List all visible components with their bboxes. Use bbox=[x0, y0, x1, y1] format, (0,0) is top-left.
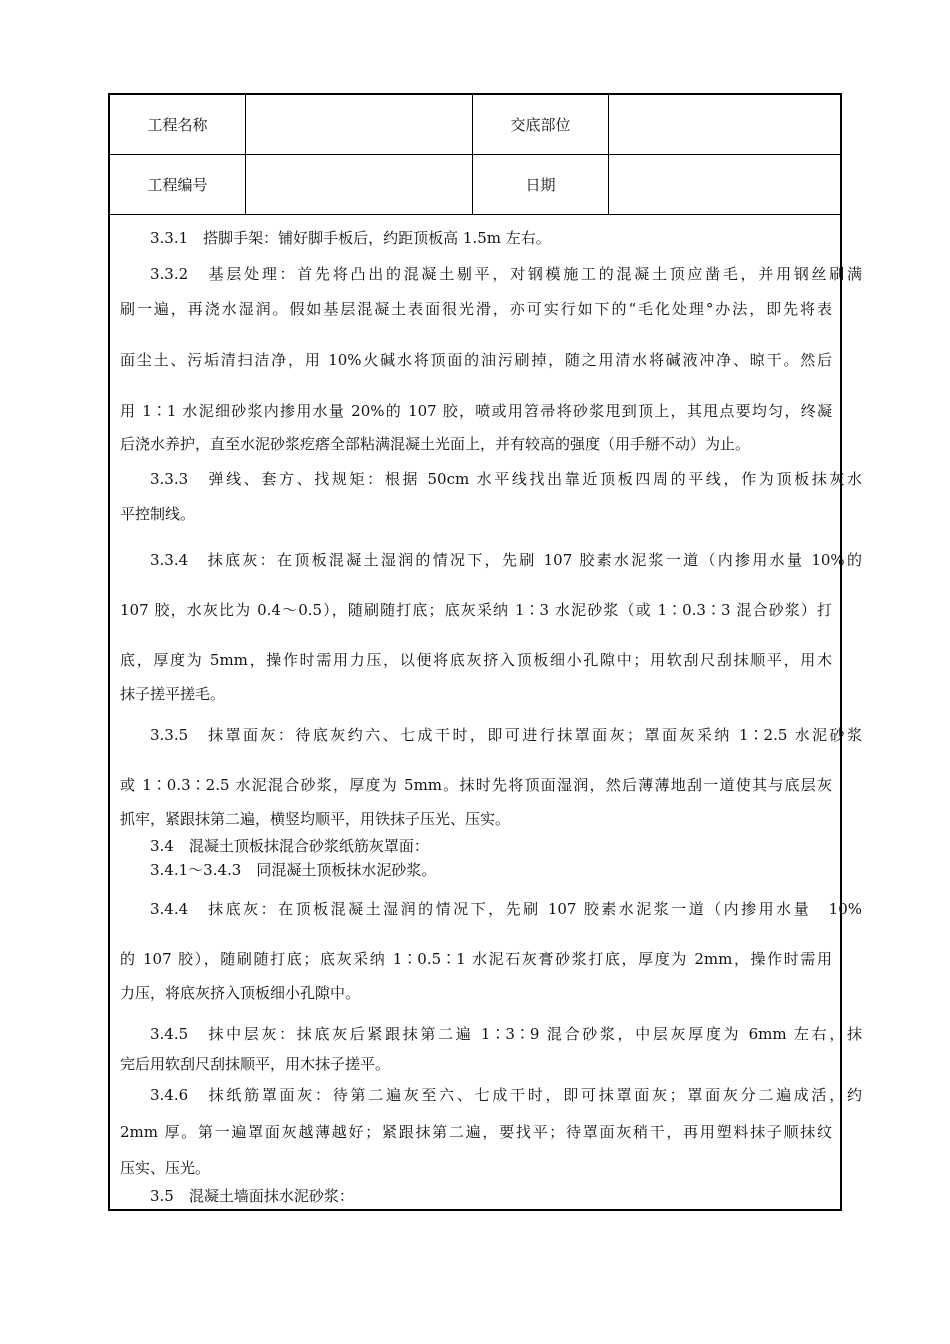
text-line: 2mm 厚。第一遍罩面灰越薄越好；紧跟抹第二遍，要找平；待罩面灰稍干，再用塑料抹子顺抹纹 bbox=[120, 1123, 832, 1141]
text-line: 抹子搓平搓毛。 bbox=[120, 685, 226, 703]
project-name-value[interactable] bbox=[246, 95, 473, 154]
text-line: 力压，将底灰挤入顶板细小孔隙中。 bbox=[120, 984, 361, 1002]
header-row-1 bbox=[110, 95, 840, 155]
text-line: 抓牢，紧跟抹第二遍，横竖均顺平，用铁抹子压光、压实。 bbox=[120, 810, 511, 828]
text-line: 面尘土、污垢清扫洁净，用 10%火碱水将顶面的油污刷掉，随之用清水将碱液冲净、晾干。然后 bbox=[120, 351, 832, 369]
text-line: 3.4 混凝土顶板抹混合砂浆纸筋灰罩面： bbox=[150, 837, 429, 855]
header-row-2 bbox=[110, 155, 840, 215]
text-line: 3.3.5 抹罩面灰：待底灰约六、七成干时，即可进行抹罩面灰；罩面灰采纳 1∶2.5 水泥砂浆 bbox=[150, 726, 862, 744]
text-line: 用 1∶1 水泥细砂浆内掺用水量 20%的 107 胶，喷或用笤帚将砂浆甩到顶上，其甩点要均匀，终凝 bbox=[120, 402, 832, 420]
text-line: 3.5 混凝土墙面抹水泥砂浆： bbox=[150, 1187, 354, 1205]
text-line: 3.3.3 弹线、套方、找规矩：根据 50cm 水平线找出靠近顶板四周的平线，作为顶板抹灰水 bbox=[150, 470, 862, 488]
text-line: 完后用软刮尺刮抹顺平，用木抹子搓平。 bbox=[120, 1055, 391, 1073]
disclosure-form bbox=[108, 93, 862, 1211]
text-line: 3.3.2 基层处理：首先将凸出的混凝土剔平，对钢模施工的混凝土顶应凿毛，并用钢丝刷满 bbox=[150, 265, 862, 283]
location-value[interactable] bbox=[609, 95, 842, 154]
text-line: 3.4.4 抹底灰：在顶板混凝土湿润的情况下，先刷 107 胶素水泥浆一道（内掺用水量 10% bbox=[150, 900, 862, 918]
text-line: 后浇水养护，直至水泥砂浆疙瘩全部粘满混凝土光面上，并有较高的强度（用手掰不动）为止。 bbox=[120, 435, 751, 453]
text-line: 3.4.1～3.4.3 同混凝土顶板抹水泥砂浆。 bbox=[150, 861, 437, 879]
text-line: 底，厚度为 5mm，操作时需用力压，以便将底灰挤入顶板细小孔隙中；用软刮尺刮抹顺平，用木 bbox=[120, 651, 832, 669]
text-line: 的 107 胶），随刷随打底；底灰采纳 1∶0.5∶1 水泥石灰膏砂浆打底，厚度为 2mm，操作时需用 bbox=[120, 950, 832, 968]
text-line: 刷一遍，再浇水湿润。假如基层混凝土表面很光滑，亦可实行如下的“毛化处理°办法，即先将表 bbox=[120, 300, 832, 318]
text-line: 或 1∶0.3∶2.5 水泥混合砂浆，厚度为 5mm。抹时先将顶面湿润，然后薄薄地刮一道使其与底层灰 bbox=[120, 776, 832, 794]
text-line: 压实、压光。 bbox=[120, 1159, 211, 1177]
text-line: 3.3.4 抹底灰：在顶板混凝土湿润的情况下，先刷 107 胶素水泥浆一道（内掺用水量 10%的 bbox=[150, 551, 862, 569]
location-label: 交底部位 bbox=[473, 95, 609, 154]
text-line: 平控制线。 bbox=[120, 505, 196, 523]
text-line: 107 胶，水灰比为 0.4～0.5），随刷随打底；底灰采纳 1∶3 水泥砂浆（或 1∶0.3∶3 混合砂浆）打 bbox=[120, 601, 832, 619]
text-line: 3.4.5 抹中层灰：抹底灰后紧跟抹第二遍 1∶3∶9 混合砂浆，中层灰厚度为 6mm 左右，抹 bbox=[150, 1025, 862, 1043]
date-value[interactable] bbox=[609, 155, 842, 214]
project-no-value[interactable] bbox=[246, 155, 473, 214]
date-label: 日期 bbox=[473, 155, 609, 214]
project-name-label: 工程名称 bbox=[110, 95, 246, 154]
text-line: 3.4.6 抹纸筋罩面灰：待第二遍灰至六、七成干时，即可抹罩面灰；罩面灰分二遍成活，约 bbox=[150, 1086, 862, 1104]
project-no-label: 工程编号 bbox=[110, 155, 246, 214]
text-line: 3.3.1 搭脚手架：铺好脚手板后，约距顶板高 1.5m 左右。 bbox=[150, 229, 551, 247]
